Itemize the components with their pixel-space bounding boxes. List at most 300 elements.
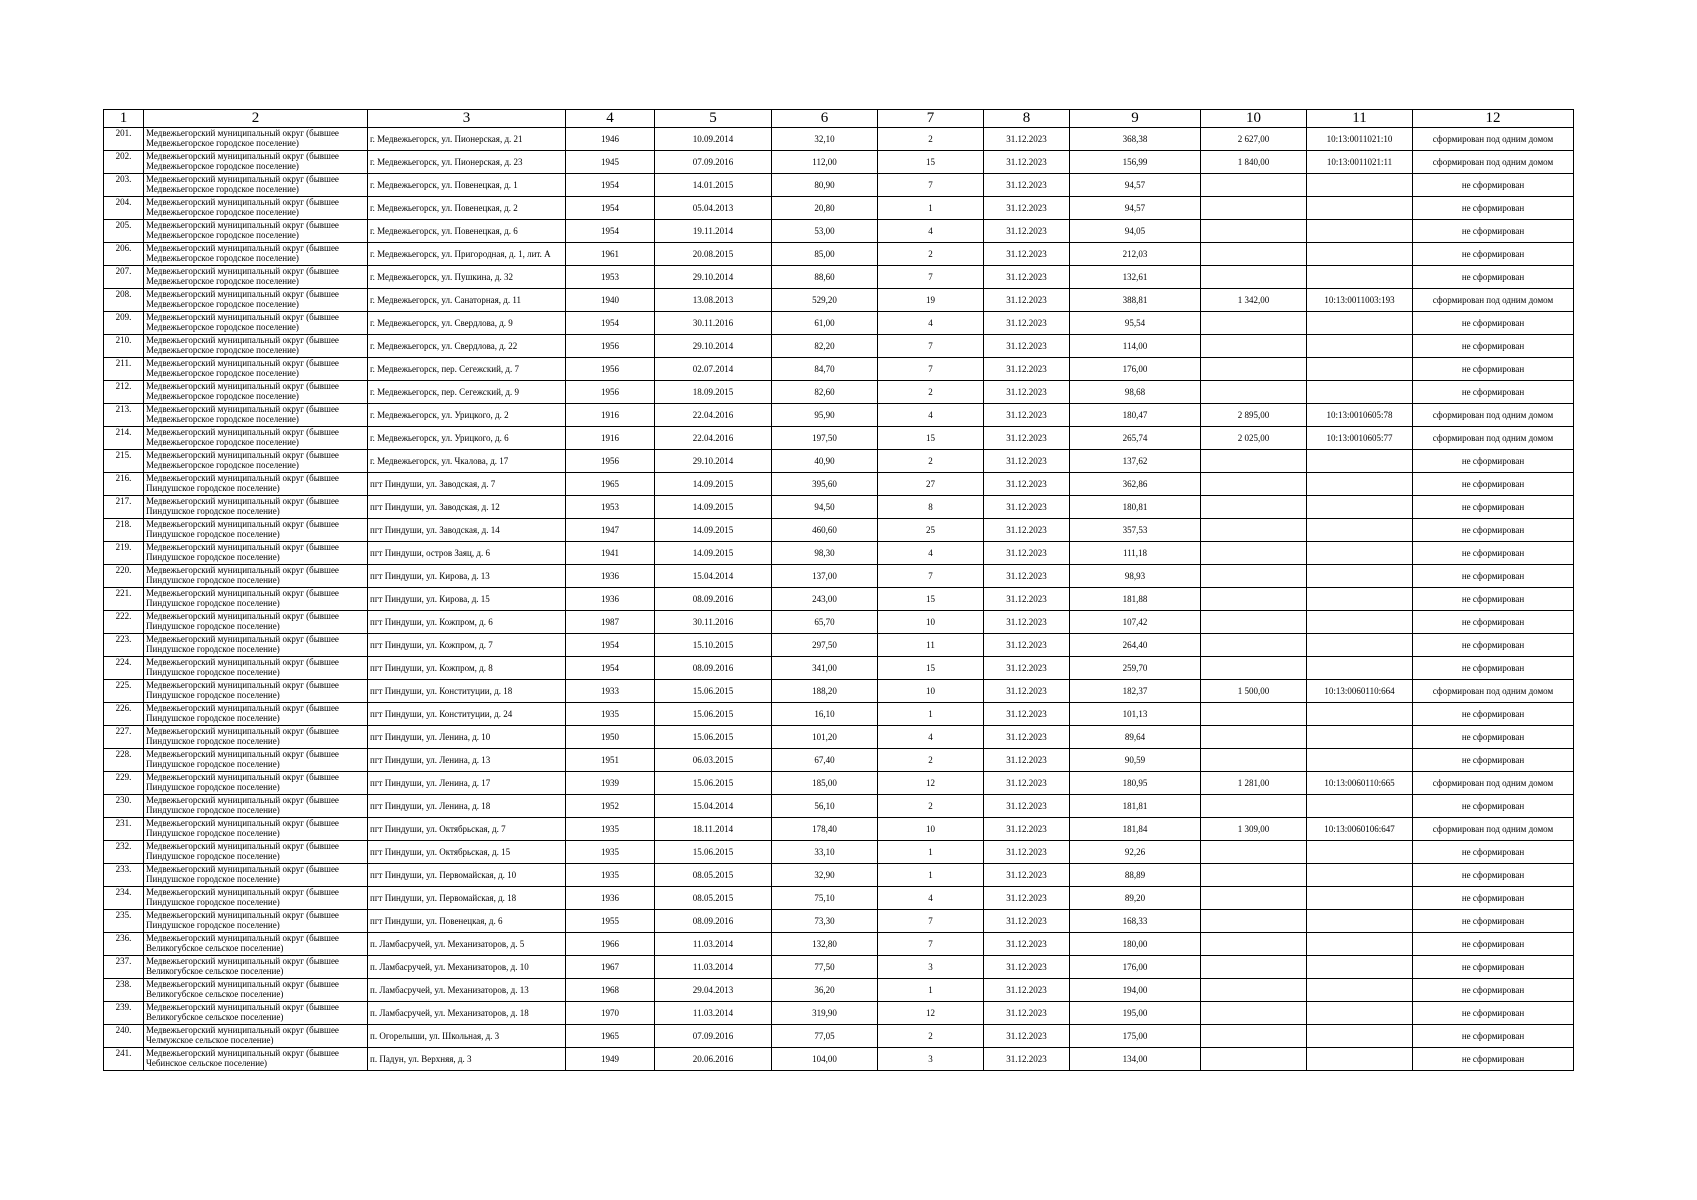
area-cell: 132,80 bbox=[772, 933, 878, 956]
residents-cell: 8 bbox=[878, 496, 984, 519]
cadastral-number-cell bbox=[1307, 174, 1413, 197]
cadastral-number-cell bbox=[1307, 726, 1413, 749]
table-row bbox=[104, 404, 1574, 427]
table-row bbox=[104, 128, 1574, 151]
build-year-cell: 1945 bbox=[566, 151, 655, 174]
table-row bbox=[104, 933, 1574, 956]
area-cell: 84,70 bbox=[772, 358, 878, 381]
area-cell: 16,10 bbox=[772, 703, 878, 726]
residents-cell: 27 bbox=[878, 473, 984, 496]
cost-cell: 265,74 bbox=[1070, 427, 1201, 450]
cadastral-number-cell bbox=[1307, 312, 1413, 335]
cost-cell: 388,81 bbox=[1070, 289, 1201, 312]
cadastral-number-cell bbox=[1307, 266, 1413, 289]
address-cell: г. Медвежьегорск, ул. Урицкого, д. 2 bbox=[368, 404, 566, 427]
column-header: 6 bbox=[772, 110, 878, 128]
address-cell: г. Медвежьегорск, ул. Пионерская, д. 23 bbox=[368, 151, 566, 174]
address-cell: пгт Пиндуши, ул. Первомайская, д. 10 bbox=[368, 864, 566, 887]
row-number-cell: 227. bbox=[104, 726, 144, 749]
deadline-cell: 31.12.2023 bbox=[984, 542, 1070, 565]
recognition-date-cell: 19.11.2014 bbox=[655, 220, 772, 243]
land-area-cell bbox=[1201, 174, 1307, 197]
cadastral-number-cell bbox=[1307, 220, 1413, 243]
build-year-cell: 1965 bbox=[566, 1025, 655, 1048]
row-number-cell: 205. bbox=[104, 220, 144, 243]
deadline-cell: 31.12.2023 bbox=[984, 151, 1070, 174]
area-cell: 32,90 bbox=[772, 864, 878, 887]
area-cell: 77,05 bbox=[772, 1025, 878, 1048]
residents-cell: 10 bbox=[878, 818, 984, 841]
build-year-cell: 1952 bbox=[566, 795, 655, 818]
cost-cell: 168,33 bbox=[1070, 910, 1201, 933]
build-year-cell: 1916 bbox=[566, 404, 655, 427]
land-area-cell bbox=[1201, 542, 1307, 565]
area-cell: 341,00 bbox=[772, 657, 878, 680]
land-status-cell: сформирован под одним домом bbox=[1413, 772, 1574, 795]
table-row bbox=[104, 726, 1574, 749]
table-row bbox=[104, 795, 1574, 818]
recognition-date-cell: 10.09.2014 bbox=[655, 128, 772, 151]
cadastral-number-cell bbox=[1307, 588, 1413, 611]
build-year-cell: 1949 bbox=[566, 1048, 655, 1071]
recognition-date-cell: 29.10.2014 bbox=[655, 266, 772, 289]
municipality-cell: Медвежьегорский муниципальный округ (бывшее Медвежьегорское городское поселение) bbox=[144, 404, 368, 427]
land-area-cell bbox=[1201, 979, 1307, 1002]
row-number-cell: 214. bbox=[104, 427, 144, 450]
land-area-cell: 2 627,00 bbox=[1201, 128, 1307, 151]
deadline-cell: 31.12.2023 bbox=[984, 289, 1070, 312]
area-cell: 53,00 bbox=[772, 220, 878, 243]
row-number-cell: 211. bbox=[104, 358, 144, 381]
recognition-date-cell: 29.10.2014 bbox=[655, 450, 772, 473]
area-cell: 67,40 bbox=[772, 749, 878, 772]
build-year-cell: 1939 bbox=[566, 772, 655, 795]
cost-cell: 88,89 bbox=[1070, 864, 1201, 887]
address-cell: пгт Пиндуши, ул. Кожпром, д. 6 bbox=[368, 611, 566, 634]
municipality-cell: Медвежьегорский муниципальный округ (бывшее Медвежьегорское городское поселение) bbox=[144, 197, 368, 220]
residents-cell: 12 bbox=[878, 1002, 984, 1025]
area-cell: 197,50 bbox=[772, 427, 878, 450]
deadline-cell: 31.12.2023 bbox=[984, 795, 1070, 818]
column-header: 1 bbox=[104, 110, 144, 128]
land-status-cell: не сформирован bbox=[1413, 703, 1574, 726]
table-row bbox=[104, 450, 1574, 473]
cadastral-number-cell bbox=[1307, 381, 1413, 404]
cadastral-number-cell bbox=[1307, 795, 1413, 818]
deadline-cell: 31.12.2023 bbox=[984, 956, 1070, 979]
municipality-cell: Медвежьегорский муниципальный округ (бывшее Медвежьегорское городское поселение) bbox=[144, 427, 368, 450]
municipality-cell: Медвежьегорский муниципальный округ (бывшее Великогубское сельское поселение) bbox=[144, 933, 368, 956]
cadastral-number-cell bbox=[1307, 864, 1413, 887]
build-year-cell: 1970 bbox=[566, 1002, 655, 1025]
cost-cell: 94,05 bbox=[1070, 220, 1201, 243]
cadastral-number-cell: 10:13:0011021:10 bbox=[1307, 128, 1413, 151]
recognition-date-cell: 07.09.2016 bbox=[655, 1025, 772, 1048]
residents-cell: 11 bbox=[878, 634, 984, 657]
row-number-cell: 203. bbox=[104, 174, 144, 197]
cadastral-number-cell bbox=[1307, 1025, 1413, 1048]
cost-cell: 89,20 bbox=[1070, 887, 1201, 910]
build-year-cell: 1954 bbox=[566, 220, 655, 243]
deadline-cell: 31.12.2023 bbox=[984, 220, 1070, 243]
land-area-cell bbox=[1201, 933, 1307, 956]
build-year-cell: 1961 bbox=[566, 243, 655, 266]
land-area-cell bbox=[1201, 220, 1307, 243]
cadastral-number-cell bbox=[1307, 243, 1413, 266]
cost-cell: 181,84 bbox=[1070, 818, 1201, 841]
cadastral-number-cell: 10:13:0060110:664 bbox=[1307, 680, 1413, 703]
row-number-cell: 207. bbox=[104, 266, 144, 289]
build-year-cell: 1956 bbox=[566, 450, 655, 473]
cadastral-number-cell bbox=[1307, 841, 1413, 864]
table-row bbox=[104, 634, 1574, 657]
land-status-cell: сформирован под одним домом bbox=[1413, 404, 1574, 427]
column-header: 9 bbox=[1070, 110, 1201, 128]
cadastral-number-cell bbox=[1307, 910, 1413, 933]
residents-cell: 1 bbox=[878, 841, 984, 864]
cost-cell: 176,00 bbox=[1070, 956, 1201, 979]
land-status-cell: не сформирован bbox=[1413, 174, 1574, 197]
deadline-cell: 31.12.2023 bbox=[984, 588, 1070, 611]
residents-cell: 4 bbox=[878, 404, 984, 427]
cost-cell: 181,88 bbox=[1070, 588, 1201, 611]
deadline-cell: 31.12.2023 bbox=[984, 174, 1070, 197]
municipality-cell: Медвежьегорский муниципальный округ (бывшее Медвежьегорское городское поселение) bbox=[144, 358, 368, 381]
recognition-date-cell: 14.09.2015 bbox=[655, 496, 772, 519]
deadline-cell: 31.12.2023 bbox=[984, 243, 1070, 266]
deadline-cell: 31.12.2023 bbox=[984, 1002, 1070, 1025]
row-number-cell: 233. bbox=[104, 864, 144, 887]
row-number-cell: 229. bbox=[104, 772, 144, 795]
residents-cell: 4 bbox=[878, 887, 984, 910]
residents-cell: 2 bbox=[878, 795, 984, 818]
recognition-date-cell: 07.09.2016 bbox=[655, 151, 772, 174]
recognition-date-cell: 13.08.2013 bbox=[655, 289, 772, 312]
recognition-date-cell: 22.04.2016 bbox=[655, 404, 772, 427]
build-year-cell: 1941 bbox=[566, 542, 655, 565]
land-status-cell: не сформирован bbox=[1413, 795, 1574, 818]
deadline-cell: 31.12.2023 bbox=[984, 1048, 1070, 1071]
municipality-cell: Медвежьегорский муниципальный округ (бывшее Медвежьегорское городское поселение) bbox=[144, 335, 368, 358]
recognition-date-cell: 20.08.2015 bbox=[655, 243, 772, 266]
build-year-cell: 1950 bbox=[566, 726, 655, 749]
residents-cell: 10 bbox=[878, 680, 984, 703]
land-status-cell: сформирован под одним домом bbox=[1413, 427, 1574, 450]
deadline-cell: 31.12.2023 bbox=[984, 979, 1070, 1002]
address-cell: пгт Пиндуши, ул. Кожпром, д. 7 bbox=[368, 634, 566, 657]
residents-cell: 1 bbox=[878, 703, 984, 726]
area-cell: 73,30 bbox=[772, 910, 878, 933]
row-number-cell: 216. bbox=[104, 473, 144, 496]
cadastral-number-cell bbox=[1307, 657, 1413, 680]
land-status-cell: не сформирован bbox=[1413, 611, 1574, 634]
cost-cell: 368,38 bbox=[1070, 128, 1201, 151]
area-cell: 75,10 bbox=[772, 887, 878, 910]
land-status-cell: не сформирован bbox=[1413, 841, 1574, 864]
row-number-cell: 222. bbox=[104, 611, 144, 634]
build-year-cell: 1954 bbox=[566, 197, 655, 220]
recognition-date-cell: 15.04.2014 bbox=[655, 795, 772, 818]
row-number-cell: 208. bbox=[104, 289, 144, 312]
address-cell: г. Медвежьегорск, пер. Сегежский, д. 7 bbox=[368, 358, 566, 381]
cadastral-number-cell bbox=[1307, 197, 1413, 220]
land-status-cell: не сформирован bbox=[1413, 634, 1574, 657]
area-cell: 56,10 bbox=[772, 795, 878, 818]
cadastral-number-cell bbox=[1307, 1048, 1413, 1071]
cost-cell: 264,40 bbox=[1070, 634, 1201, 657]
land-area-cell bbox=[1201, 749, 1307, 772]
area-cell: 395,60 bbox=[772, 473, 878, 496]
land-area-cell: 2 895,00 bbox=[1201, 404, 1307, 427]
area-cell: 85,00 bbox=[772, 243, 878, 266]
area-cell: 98,30 bbox=[772, 542, 878, 565]
table-row bbox=[104, 611, 1574, 634]
land-area-cell bbox=[1201, 358, 1307, 381]
cost-cell: 101,13 bbox=[1070, 703, 1201, 726]
land-area-cell bbox=[1201, 565, 1307, 588]
municipality-cell: Медвежьегорский муниципальный округ (бывшее Медвежьегорское городское поселение) bbox=[144, 266, 368, 289]
municipality-cell: Медвежьегорский муниципальный округ (бывшее Пиндушское городское поселение) bbox=[144, 496, 368, 519]
row-number-cell: 231. bbox=[104, 818, 144, 841]
column-header: 2 bbox=[144, 110, 368, 128]
land-status-cell: не сформирован bbox=[1413, 933, 1574, 956]
row-number-cell: 206. bbox=[104, 243, 144, 266]
land-area-cell bbox=[1201, 496, 1307, 519]
address-cell: пгт Пиндуши, ул. Кожпром, д. 8 bbox=[368, 657, 566, 680]
municipality-cell: Медвежьегорский муниципальный округ (бывшее Пиндушское городское поселение) bbox=[144, 634, 368, 657]
address-cell: п. Огорелыши, ул. Школьная, д. 3 bbox=[368, 1025, 566, 1048]
cost-cell: 194,00 bbox=[1070, 979, 1201, 1002]
cost-cell: 90,59 bbox=[1070, 749, 1201, 772]
residents-cell: 2 bbox=[878, 128, 984, 151]
cost-cell: 107,42 bbox=[1070, 611, 1201, 634]
land-status-cell: не сформирован bbox=[1413, 887, 1574, 910]
land-area-cell bbox=[1201, 335, 1307, 358]
residents-cell: 4 bbox=[878, 312, 984, 335]
build-year-cell: 1916 bbox=[566, 427, 655, 450]
deadline-cell: 31.12.2023 bbox=[984, 266, 1070, 289]
deadline-cell: 31.12.2023 bbox=[984, 404, 1070, 427]
municipality-cell: Медвежьегорский муниципальный округ (бывшее Чебинское сельское поселение) bbox=[144, 1048, 368, 1071]
cost-cell: 94,57 bbox=[1070, 174, 1201, 197]
deadline-cell: 31.12.2023 bbox=[984, 726, 1070, 749]
municipality-cell: Медвежьегорский муниципальный округ (бывшее Медвежьегорское городское поселение) bbox=[144, 312, 368, 335]
residents-cell: 15 bbox=[878, 657, 984, 680]
area-cell: 88,60 bbox=[772, 266, 878, 289]
residents-cell: 7 bbox=[878, 266, 984, 289]
column-header: 12 bbox=[1413, 110, 1574, 128]
address-cell: г. Медвежьегорск, ул. Пионерская, д. 21 bbox=[368, 128, 566, 151]
land-status-cell: не сформирован bbox=[1413, 542, 1574, 565]
deadline-cell: 31.12.2023 bbox=[984, 910, 1070, 933]
build-year-cell: 1935 bbox=[566, 841, 655, 864]
land-area-cell: 1 342,00 bbox=[1201, 289, 1307, 312]
land-status-cell: сформирован под одним домом bbox=[1413, 128, 1574, 151]
municipality-cell: Медвежьегорский муниципальный округ (бывшее Пиндушское городское поселение) bbox=[144, 542, 368, 565]
deadline-cell: 31.12.2023 bbox=[984, 772, 1070, 795]
cost-cell: 98,68 bbox=[1070, 381, 1201, 404]
municipality-cell: Медвежьегорский муниципальный округ (бывшее Пиндушское городское поселение) bbox=[144, 611, 368, 634]
recognition-date-cell: 11.03.2014 bbox=[655, 1002, 772, 1025]
table-row bbox=[104, 772, 1574, 795]
row-number-cell: 215. bbox=[104, 450, 144, 473]
cost-cell: 175,00 bbox=[1070, 1025, 1201, 1048]
recognition-date-cell: 06.03.2015 bbox=[655, 749, 772, 772]
municipality-cell: Медвежьегорский муниципальный округ (бывшее Пиндушское городское поселение) bbox=[144, 772, 368, 795]
address-cell: пгт Пиндуши, ул. Повенецкая, д. 6 bbox=[368, 910, 566, 933]
deadline-cell: 31.12.2023 bbox=[984, 611, 1070, 634]
recognition-date-cell: 08.05.2015 bbox=[655, 864, 772, 887]
area-cell: 137,00 bbox=[772, 565, 878, 588]
table-row bbox=[104, 220, 1574, 243]
land-area-cell: 1 309,00 bbox=[1201, 818, 1307, 841]
recognition-date-cell: 08.05.2015 bbox=[655, 887, 772, 910]
recognition-date-cell: 15.06.2015 bbox=[655, 841, 772, 864]
area-cell: 112,00 bbox=[772, 151, 878, 174]
table-row bbox=[104, 841, 1574, 864]
land-status-cell: не сформирован bbox=[1413, 956, 1574, 979]
cadastral-number-cell: 10:13:0011003:193 bbox=[1307, 289, 1413, 312]
land-status-cell: не сформирован bbox=[1413, 657, 1574, 680]
deadline-cell: 31.12.2023 bbox=[984, 818, 1070, 841]
table-row bbox=[104, 358, 1574, 381]
recognition-date-cell: 29.10.2014 bbox=[655, 335, 772, 358]
residents-cell: 25 bbox=[878, 519, 984, 542]
recognition-date-cell: 15.10.2015 bbox=[655, 634, 772, 657]
address-cell: пгт Пиндуши, ул. Конституции, д. 18 bbox=[368, 680, 566, 703]
land-status-cell: не сформирован bbox=[1413, 220, 1574, 243]
table-row bbox=[104, 243, 1574, 266]
land-status-cell: не сформирован bbox=[1413, 450, 1574, 473]
land-status-cell: не сформирован bbox=[1413, 496, 1574, 519]
table-row bbox=[104, 864, 1574, 887]
table-row bbox=[104, 151, 1574, 174]
row-number-cell: 234. bbox=[104, 887, 144, 910]
recognition-date-cell: 30.11.2016 bbox=[655, 312, 772, 335]
address-cell: пгт Пиндуши, ул. Заводская, д. 12 bbox=[368, 496, 566, 519]
cost-cell: 180,47 bbox=[1070, 404, 1201, 427]
land-area-cell bbox=[1201, 956, 1307, 979]
deadline-cell: 31.12.2023 bbox=[984, 519, 1070, 542]
table-row bbox=[104, 519, 1574, 542]
land-status-cell: сформирован под одним домом bbox=[1413, 680, 1574, 703]
recognition-date-cell: 05.04.2013 bbox=[655, 197, 772, 220]
residents-cell: 4 bbox=[878, 220, 984, 243]
land-area-cell bbox=[1201, 864, 1307, 887]
cost-cell: 132,61 bbox=[1070, 266, 1201, 289]
area-cell: 82,60 bbox=[772, 381, 878, 404]
residents-cell: 2 bbox=[878, 749, 984, 772]
column-header: 10 bbox=[1201, 110, 1307, 128]
residents-cell: 12 bbox=[878, 772, 984, 795]
row-number-cell: 225. bbox=[104, 680, 144, 703]
cadastral-number-cell bbox=[1307, 749, 1413, 772]
build-year-cell: 1955 bbox=[566, 910, 655, 933]
deadline-cell: 31.12.2023 bbox=[984, 496, 1070, 519]
table-row bbox=[104, 381, 1574, 404]
recognition-date-cell: 29.04.2013 bbox=[655, 979, 772, 1002]
build-year-cell: 1954 bbox=[566, 657, 655, 680]
cost-cell: 180,00 bbox=[1070, 933, 1201, 956]
municipality-cell: Медвежьегорский муниципальный округ (бывшее Пиндушское городское поселение) bbox=[144, 473, 368, 496]
area-cell: 61,00 bbox=[772, 312, 878, 335]
cadastral-number-cell bbox=[1307, 611, 1413, 634]
residents-cell: 2 bbox=[878, 1025, 984, 1048]
build-year-cell: 1935 bbox=[566, 818, 655, 841]
municipality-cell: Медвежьегорский муниципальный округ (бывшее Пиндушское городское поселение) bbox=[144, 864, 368, 887]
build-year-cell: 1956 bbox=[566, 381, 655, 404]
deadline-cell: 31.12.2023 bbox=[984, 657, 1070, 680]
land-status-cell: не сформирован bbox=[1413, 979, 1574, 1002]
table-row bbox=[104, 657, 1574, 680]
cost-cell: 181,81 bbox=[1070, 795, 1201, 818]
land-area-cell bbox=[1201, 726, 1307, 749]
municipality-cell: Медвежьегорский муниципальный округ (бывшее Пиндушское городское поселение) bbox=[144, 795, 368, 818]
address-cell: п. Ламбасручей, ул. Механизаторов, д. 10 bbox=[368, 956, 566, 979]
table-row bbox=[104, 703, 1574, 726]
area-cell: 82,20 bbox=[772, 335, 878, 358]
residents-cell: 1 bbox=[878, 979, 984, 1002]
recognition-date-cell: 02.07.2014 bbox=[655, 358, 772, 381]
cost-cell: 114,00 bbox=[1070, 335, 1201, 358]
municipality-cell: Медвежьегорский муниципальный округ (бывшее Медвежьегорское городское поселение) bbox=[144, 450, 368, 473]
land-area-cell bbox=[1201, 450, 1307, 473]
recognition-date-cell: 14.09.2015 bbox=[655, 473, 772, 496]
build-year-cell: 1936 bbox=[566, 887, 655, 910]
area-cell: 95,90 bbox=[772, 404, 878, 427]
municipality-cell: Медвежьегорский муниципальный округ (бывшее Пиндушское городское поселение) bbox=[144, 749, 368, 772]
land-status-cell: сформирован под одним домом bbox=[1413, 151, 1574, 174]
residents-cell: 2 bbox=[878, 381, 984, 404]
row-number-cell: 220. bbox=[104, 565, 144, 588]
row-number-cell: 230. bbox=[104, 795, 144, 818]
deadline-cell: 31.12.2023 bbox=[984, 864, 1070, 887]
land-status-cell: не сформирован bbox=[1413, 358, 1574, 381]
land-area-cell bbox=[1201, 910, 1307, 933]
recognition-date-cell: 08.09.2016 bbox=[655, 588, 772, 611]
row-number-cell: 210. bbox=[104, 335, 144, 358]
table-row bbox=[104, 427, 1574, 450]
table-row bbox=[104, 818, 1574, 841]
row-number-cell: 201. bbox=[104, 128, 144, 151]
cost-cell: 156,99 bbox=[1070, 151, 1201, 174]
cadastral-number-cell: 10:13:0010605:77 bbox=[1307, 427, 1413, 450]
address-cell: г. Медвежьегорск, ул. Санаторная, д. 11 bbox=[368, 289, 566, 312]
land-area-cell bbox=[1201, 588, 1307, 611]
area-cell: 460,60 bbox=[772, 519, 878, 542]
land-area-cell: 1 840,00 bbox=[1201, 151, 1307, 174]
municipality-cell: Медвежьегорский муниципальный округ (бывшее Пиндушское городское поселение) bbox=[144, 726, 368, 749]
address-cell: п. Ламбасручей, ул. Механизаторов, д. 5 bbox=[368, 933, 566, 956]
deadline-cell: 31.12.2023 bbox=[984, 128, 1070, 151]
cost-cell: 92,26 bbox=[1070, 841, 1201, 864]
address-cell: пгт Пиндуши, ул. Первомайская, д. 18 bbox=[368, 887, 566, 910]
land-status-cell: не сформирован bbox=[1413, 243, 1574, 266]
municipality-cell: Медвежьегорский муниципальный округ (бывшее Пиндушское городское поселение) bbox=[144, 887, 368, 910]
deadline-cell: 31.12.2023 bbox=[984, 381, 1070, 404]
build-year-cell: 1954 bbox=[566, 174, 655, 197]
municipality-cell: Медвежьегорский муниципальный округ (бывшее Пиндушское городское поселение) bbox=[144, 703, 368, 726]
row-number-cell: 235. bbox=[104, 910, 144, 933]
address-cell: п. Ламбасручей, ул. Механизаторов, д. 18 bbox=[368, 1002, 566, 1025]
area-cell: 101,20 bbox=[772, 726, 878, 749]
row-number-cell: 218. bbox=[104, 519, 144, 542]
cadastral-number-cell bbox=[1307, 979, 1413, 1002]
column-header: 5 bbox=[655, 110, 772, 128]
recognition-date-cell: 20.06.2016 bbox=[655, 1048, 772, 1071]
recognition-date-cell: 14.09.2015 bbox=[655, 519, 772, 542]
land-area-cell bbox=[1201, 266, 1307, 289]
